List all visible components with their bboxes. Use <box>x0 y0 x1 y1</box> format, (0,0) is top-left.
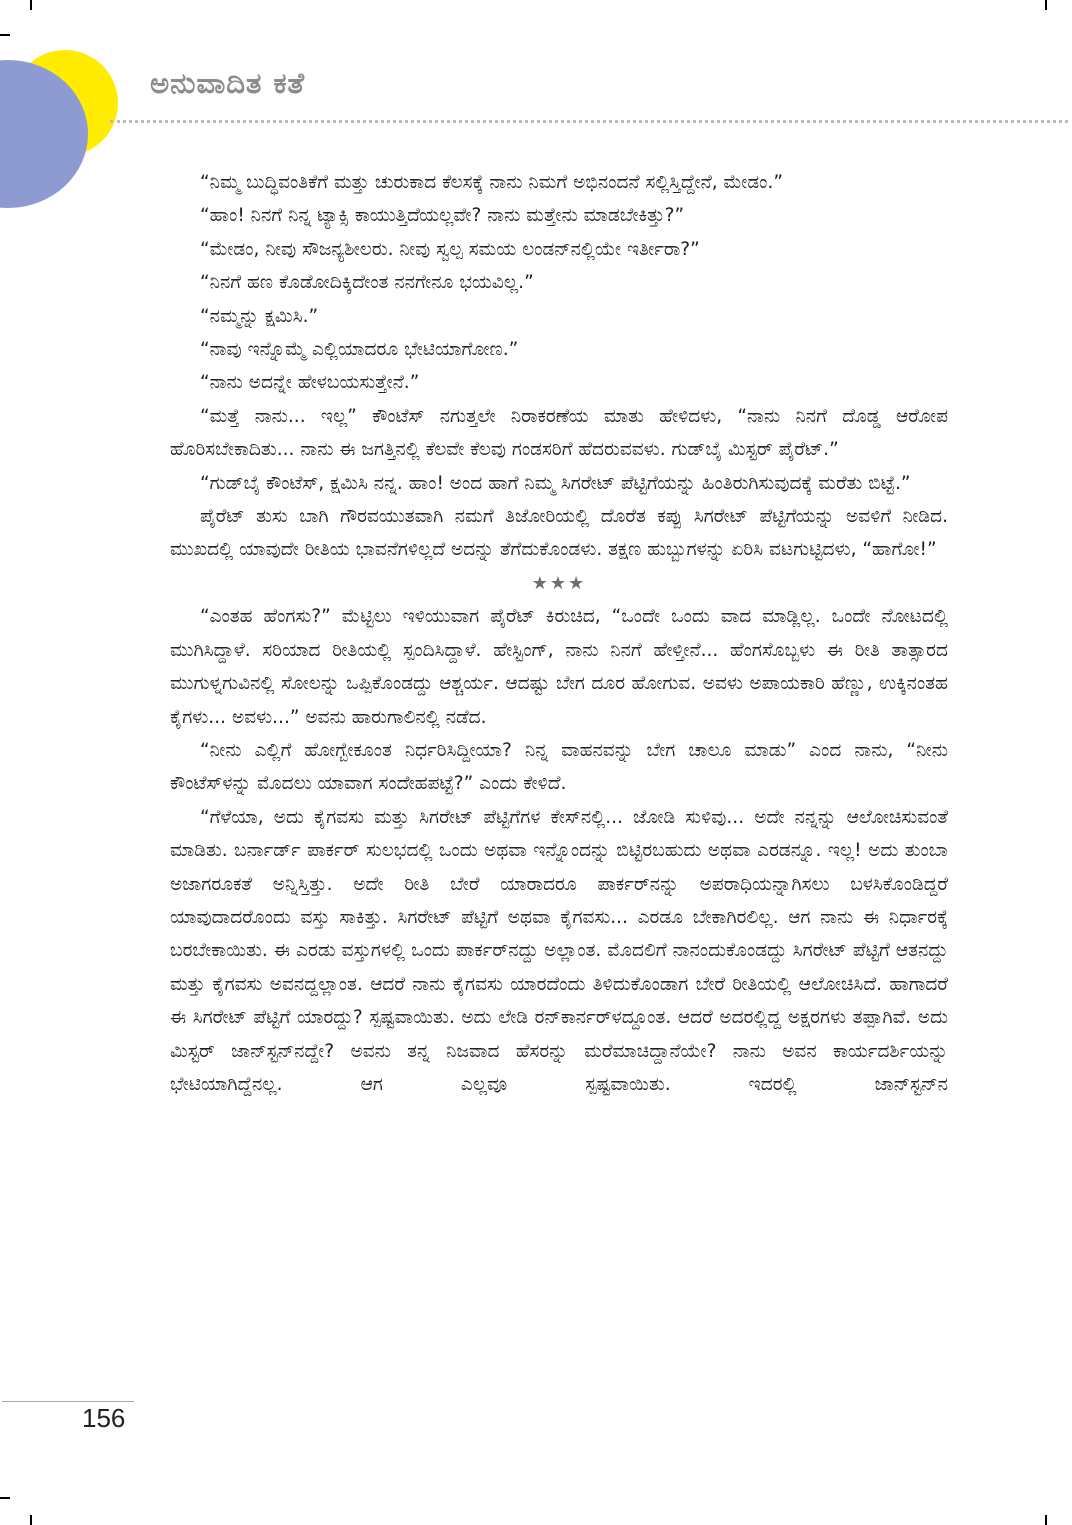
paragraph: “ಗೆಳೆಯಾ, ಅದು ಕೈಗವಸು ಮತ್ತು ಸಿಗರೇಟ್ ಪೆಟ್ಟಿಗೆಗಳ ಕೇಸ್‌ನಲ್ಲಿ... ಜೋಡಿ ಸುಳಿವು... ಅದೇ ನನ್ನನ್ನು ಆಲೋಚಿಸುವಂತೆ ಮಾಡಿತು. ಬರ್ನಾರ್ಡ್ ಪಾರ್ಕರ್ ಸುಲಭದಲ್ಲಿ ಒಂದು ಅಥವಾ ಇನ್ನೊಂದನ್ನು ಬಿಟ್ಟಿರಬಹುದು ಅಥವಾ ಎರಡನ್ನೂ. ಇಲ್ಲ! ಅದು ತುಂಬಾ ಅಜಾಗರೂಕತೆ ಅನ್ನಿಸ್ತಿತ್ತು. ಅದೇ ರೀತಿ ಬೇರೆ ಯಾರಾದರೂ ಪಾರ್ಕರ್‌ನನ್ನು ಅಪರಾಧಿಯನ್ನಾಗಿಸಲು ಬಳಸಿಕೊಂಡಿದ್ದರೆ ಯಾವುದಾದರೊಂದು ವಸ್ತು ಸಾಕಿತ್ತು. ಸಿಗರೇಟ್ ಪೆಟ್ಟಿಗೆ ಅಥವಾ ಕೈಗವಸು... ಎರಡೂ ಬೇಕಾಗಿರಲಿಲ್ಲ. ಆಗ ನಾನು ಈ ನಿರ್ಧಾರಕ್ಕೆ ಬರಬೇಕಾಯಿತು. ಈ ಎರಡು ವಸ್ತುಗಳಲ್ಲಿ ಒಂದು ಪಾರ್ಕರ್‌ನದ್ದು ಅಲ್ಲಾಂತ. ಮೊದಲಿಗೆ ನಾನಂದುಕೊಂಡದ್ದು ಸಿಗರೇಟ್ ಪೆಟ್ಟಿಗೆ ಆತನದ್ದು ಮತ್ತು ಕೈಗವಸು ಅವನದ್ದಲ್ಲಾಂತ. ಆದರೆ ನಾನು ಕೈಗವಸು ಯಾರದೆಂದು ತಿಳಿದುಕೊಂಡಾಗ ಬೇರೆ ರೀತಿಯಲ್ಲಿ ಆಲೋಚಿಸಿದೆ. ಹಾಗಾದರೆ ಈ ಸಿಗರೇಟ್ ಪೆಟ್ಟಿಗೆ ಯಾರದ್ದು? ಸ್ಪಷ್ಟವಾಯಿತು. ಅದು ಲೇಡಿ ರನ್‌ಕಾರ್ನರ್‌ಳದ್ದೂಂತ. ಆದರೆ ಅದರಲ್ಲಿದ್ದ ಅಕ್ಷರಗಳು ತಪ್ಪಾಗಿವೆ. ಅದು ಮಿಸ್ಟರ್ ಜಾನ್‌ಸ್ಟನ್‌ನದ್ದೇ? ಅವನು ತನ್ನ ನಿಜವಾದ ಹೆಸರನ್ನು ಮರೆಮಾಚಿದ್ದಾನೆಯೇ? ನಾನು ಅವನ ಕಾರ್ಯದರ್ಶಿಯನ್ನು ಭೇಟಿಯಾಗಿದ್ದೆನಲ್ಲ. ಆಗ ಎಲ್ಲವೂ ಸ್ಪಷ್ಟವಾಯಿತು. ಇದರಲ್ಲಿ ಜಾನ್‌ಸ್ಟನ್‌ನ <box>170 806 948 1095</box>
paragraph: “ನಾವು ಇನ್ನೊಮ್ಮೆ ಎಲ್ಲಿಯಾದರೂ ಭೇಟಿಯಾಗೋಣ.” <box>200 339 519 361</box>
crop-mark <box>1045 1515 1047 1525</box>
paragraph: “ನೀನು ಎಲ್ಲಿಗೆ ಹೋಗ್ಬೇಕೂಂತ ನಿರ್ಧರಿಸಿದ್ದೀಯಾ? ನಿನ್ನ ವಾಹನವನ್ನು ಬೇಗ ಚಾಲೂ ಮಾಡು” ಎಂದ ನಾನು, “ನೀನು ಕೌಂಟೆಸ್‌ಳನ್ನು ಮೊದಲು ಯಾವಾಗ ಸಂದೇಹಪಟ್ಟೆ?” ಎಂದು ಕೇಳಿದೆ. <box>170 739 948 795</box>
crop-mark <box>1045 0 1047 10</box>
crop-mark <box>30 1515 32 1525</box>
paragraph: “ಮತ್ತೆ ನಾನು... ಇಲ್ಲ” ಕೌಂಟೆಸ್ ನಗುತ್ತಲೇ ನಿರಾಕರಣೆಯ ಮಾತು ಹೇಳಿದಳು, “ನಾನು ನಿನಗೆ ದೊಡ್ಡ ಆರೋಪ ಹೊರಿಸಬೇಕಾದಿತು... ನಾನು ಈ ಜಗತ್ತಿನಲ್ಲಿ ಕೆಲವೇ ಕೆಲವು ಗಂಡಸರಿಗೆ ಹೆದರುವವಳು. ಗುಡ್‌ಬೈ ಮಿಸ್ಟರ್ ಪೈರೆಟ್.” <box>170 405 948 461</box>
header-dotted-rule <box>110 120 1068 123</box>
crop-mark <box>0 34 10 36</box>
page-number-rule <box>2 1401 134 1402</box>
page-number: 156 <box>82 1403 126 1433</box>
crop-mark <box>30 0 32 10</box>
paragraph: “ನಮ್ಮನ್ನು ಕ್ಷಮಿಸಿ.” <box>200 305 319 327</box>
paragraph: “ಗುಡ್‌ಬೈ ಕೌಂಟೆಸ್, ಕ್ಷಮಿಸಿ ನನ್ನ. ಹಾಂ! ಅಂದ ಹಾಗೆ ನಿಮ್ಮ ಸಿಗರೇಟ್ ಪೆಟ್ಟಿಗೆಯನ್ನು ಹಿಂತಿರುಗಿಸುವುದಕ್ಕೆ ಮರೆತು ಬಿಟ್ಟೆ.” <box>200 472 911 494</box>
paragraph: “ನಾನು ಅದನ್ನೇ ಹೇಳಬಯಸುತ್ತೇನೆ.” <box>200 372 420 394</box>
section-separator: ★★★ <box>531 572 587 594</box>
section-title: ಅನುವಾದಿತ ಕತೆ <box>150 66 306 100</box>
crop-mark <box>0 1497 10 1499</box>
paragraph: “ಎಂತಹ ಹೆಂಗಸು?” ಮೆಟ್ಟಿಲು ಇಳಿಯುವಾಗ ಪೈರೆಟ್ ಕಿರುಚಿದ, “ಒಂದೇ ಒಂದು ವಾದ ಮಾಡ್ಲಿಲ್ಲ. ಒಂದೇ ನೋಟದಲ್ಲಿ ಮುಗಿಸಿದ್ದಾಳೆ. ಸರಿಯಾದ ರೀತಿಯಲ್ಲಿ ಸ್ಪಂದಿಸಿದ್ದಾಳೆ. ಹೇಸ್ಟಿಂಗ್, ನಾನು ನಿನಗೆ ಹೇಳ್ತೀನೆ... ಹೆಂಗಸೊಬ್ಬಳು ಈ ರೀತಿ ತಾತ್ಸಾರದ ಮುಗುಳ್ನಗುವಿನಲ್ಲಿ ಸೋಲನ್ನು ಒಪ್ಪಿಕೊಂಡದ್ದು ಆಶ್ಚರ್ಯ. ಆದಷ್ಟು ಬೇಗ ದೂರ ಹೋಗುವ. ಅವಳು ಅಪಾಯಕಾರಿ ಹೆಣ್ಣು, ಉಕ್ಕಿನಂತಹ ಕೈಗಳು... ಅವಳು...” ಅವನು ಹಾರುಗಾಲಿನಲ್ಲಿ ನಡೆದ. <box>170 606 948 728</box>
paragraph: “ನಿನಗೆ ಹಣ ಕೊಡೋದಿಕ್ಕಿದೇಂತ ನನಗೇನೂ ಭಯವಿಲ್ಲ.” <box>200 272 534 294</box>
paragraph: “ಮೇಡಂ, ನೀವು ಸೌಜನ್ಯಶೀಲರು. ನೀವು ಸ್ವಲ್ಪ ಸಮಯ ಲಂಡನ್‌ನಲ್ಲಿಯೇ ಇರ್ತೀರಾ?” <box>200 238 700 260</box>
paragraph: “ನಿಮ್ಮ ಬುದ್ಧಿವಂತಿಕೆಗೆ ಮತ್ತು ಚುರುಕಾದ ಕೆಲಸಕ್ಕೆ ನಾನು ನಿಮಗೆ ಅಭಿನಂದನೆ ಸಲ್ಲಿಸ್ತಿದ್ದೇನೆ, ಮೇಡಂ.” <box>200 172 783 193</box>
paragraph: “ಹಾಂ! ನಿನಗೆ ನಿನ್ನ ಟ್ಯಾಕ್ಸಿ ಕಾಯುತ್ತಿದೆಯಲ್ಲವೇ? ನಾನು ಮತ್ತೇನು ಮಾಡಬೇಕಿತ್ತು?” <box>200 205 685 227</box>
body-text <box>170 166 948 1101</box>
paragraph: ಪೈರೆಟ್ ತುಸು ಬಾಗಿ ಗೌರವಯುತವಾಗಿ ನಮಗೆ ತಿಜೋರಿಯಲ್ಲಿ ದೊರೆತ ಕಪ್ಪು ಸಿಗರೇಟ್ ಪೆಟ್ಟಿಗೆಯನ್ನು ಅವಳಿಗೆ ನೀಡಿದ. ಮುಖದಲ್ಲಿ ಯಾವುದೇ ರೀತಿಯ ಭಾವನೆಗಳಿಲ್ಲದೆ ಅದನ್ನು ತೆಗೆದುಕೊಂಡಳು. ತಕ್ಷಣ ಹುಬ್ಬುಗಳನ್ನು ಏರಿಸಿ ವಟಗುಟ್ಟಿದಳು, “ಹಾಗೋ!” <box>170 506 948 561</box>
